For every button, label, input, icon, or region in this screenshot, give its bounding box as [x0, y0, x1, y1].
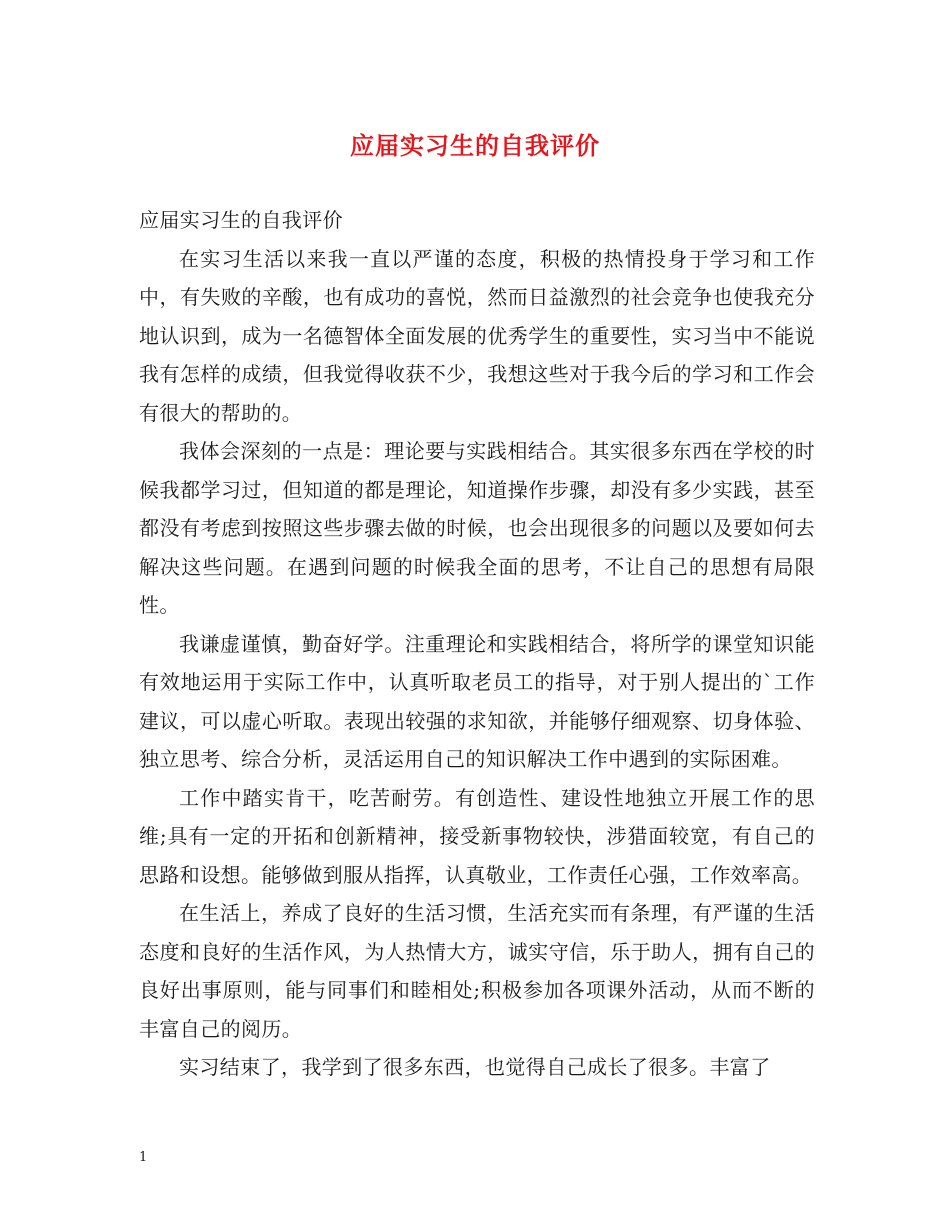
document-title: 应届实习生的自我评价: [350, 131, 600, 160]
paragraph-5: 在生活上，养成了良好的生活习惯，生活充实而有条理，有严谨的生活态度和良好的生活作风，为人热情大方，诚实守信，乐于助人，拥有自己的良好出事原则，能与同事们和睦相处;积极参加各项课外活动，从而不断的丰富自己的阅历。: [139, 901, 815, 1041]
document-body: [139, 201, 815, 1087]
paragraph-1: 在实习生活以来我一直以严谨的态度，积极的热情投身于学习和工作中，有失败的辛酸，也有成功的喜悦，然而日益激烈的社会竞争也使我充分地认识到，成为一名德智体全面发展的优秀学生的重要性，实习当中不能说我有怎样的成绩，但我觉得收获不少，我想这些对于我今后的学习和工作会有很大的帮助的。: [139, 246, 815, 425]
paragraph-2: 我体会深刻的一点是：理论要与实践相结合。其实很多东西在学校的时候我都学习过，但知道的都是理论，知道操作步骤，却没有多少实践，甚至都没有考虑到按照这些步骤去做的时候，也会出现很多的问题以及要如何去解决这些问题。在遇到问题的时候我全面的思考，不让自己的思想有局限性。: [139, 439, 815, 617]
body-heading: 应届实习生的自我评价: [139, 208, 343, 232]
page-number: 1: [139, 1150, 148, 1165]
paragraph-4: 工作中踏实肯干，吃苦耐劳。有创造性、建设性地独立开展工作的思维;具有一定的开拓和创新精神，接受新事物较快，涉猎面较宽，有自己的思路和设想。能够做到服从指挥，认真敬业，工作责任心强，工作效率高。: [139, 785, 815, 887]
paragraph-3: 我谦虚谨慎，勤奋好学。注重理论和实践相结合，将所学的课堂知识能有效地运用于实际工作中，认真听取老员工的指导，对于别人提出的`工作建议，可以虚心听取。表现出较强的求知欲，并能够仔细观察、切身体验、独立思考、综合分析，灵活运用自己的知识解决工作中遇到的实际困难。: [139, 631, 815, 771]
paragraph-6: 实习结束了，我学到了很多东西，也觉得自己成长了很多。丰富了: [179, 1055, 771, 1079]
